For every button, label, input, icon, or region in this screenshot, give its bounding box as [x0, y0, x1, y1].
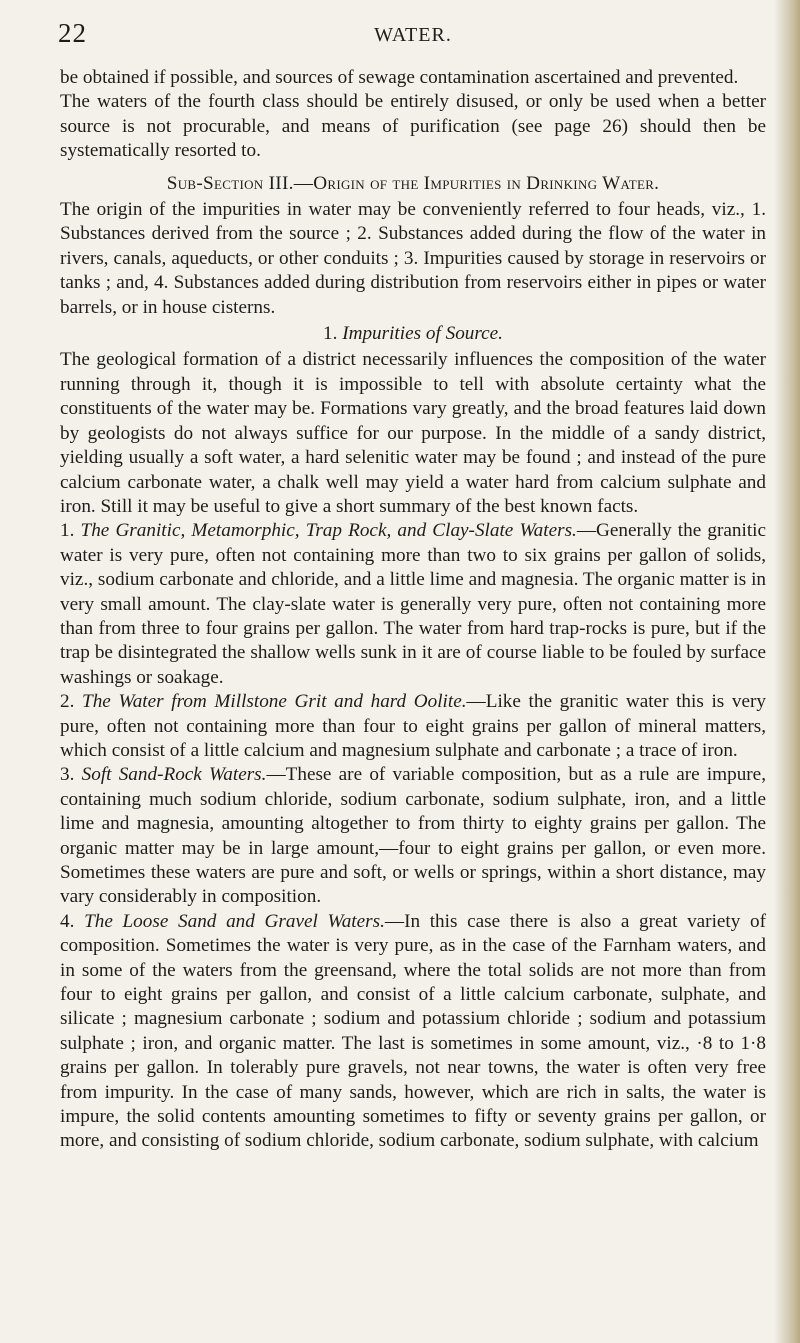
page-header	[60, 18, 766, 66]
list-item	[60, 690, 766, 763]
list-item-number: 4.	[60, 910, 75, 932]
paragraph: The origin of the impurities in water may be conveniently referred to four heads, viz., 1. Substances derived from the source ; 2. Substances added during the flow of the water in rivers, canals, aqueducts, or other conduits ; 3. Impurities caused by storage in reservoirs or tanks ; and, 4. Substances added during distribution from reservoirs either in pipes or water barrels, or in house cisterns.	[60, 199, 766, 318]
list-item-title: Soft Sand-Rock Waters.	[81, 764, 267, 786]
list-item-body: —Like the granitic water this is very pure, often not containing more than four to eight grains per gallon of mineral matters, which consist of a little calcium and magnesium sulphate and carbonate ; a trace of iron.	[60, 691, 767, 761]
list-item	[60, 519, 766, 690]
list-item	[60, 763, 766, 909]
page-edge-shadow	[774, 0, 800, 1343]
paragraph	[60, 90, 766, 163]
list-item-title: The Granitic, Metamorphic, Trap Rock, and Clay-Slate Waters.	[80, 520, 577, 542]
paragraph-text: The waters of the fourth class should be entirely disused, or only be used when a better source is not procurable, and means of purification (see page 26) should then be systematically resorted to.	[60, 91, 766, 162]
sub-heading-title: Impurities of Source.	[342, 323, 503, 345]
list-item-body: —Generally the granitic water is very pure, often not containing more than two to six grains per gallon of solids, viz., sodium carbonate and chloride, and a little lime and magnesia. The organic matter is in very small amount. The clay-slate water is generally very pure, often not containing more than from three to four grains per gallon. The water from hard trap-rocks is pure, but if the trap be disintegrated the shallow wells sunk in it are of course liable to be fouled by surface washings or soakage.	[60, 520, 766, 688]
list-item-number: 2.	[60, 691, 75, 713]
list-item-title: The Loose Sand and Gravel Waters.	[84, 910, 385, 932]
running-head: WATER.	[374, 24, 452, 46]
sub-heading-number: 1.	[323, 323, 338, 345]
list-item-body: —These are of variable composition, but as a rule are impure, containing much sodium chloride, sodium carbonate, sodium sulphate, iron, and a little lime and magnesia, amounting altogether to from thirty to eighty grains per gallon. The organic matter may be in large amount,—four to eight grains per gallon, or even more. Sometimes these waters are pure and soft, or wells or springs, within a short distance, may vary considerably in composition.	[60, 764, 766, 908]
list-item-number: 1.	[60, 520, 75, 542]
page-number: 22	[58, 18, 87, 48]
list-item-body: —In this case there is also a great variety of composition. Sometimes the water is very pure, as in the case of the Farnham waters, and in some of the waters from the greensand, where the total solids are not more than from four to eight grains per gallon, and consist of a little calcium carbonate, sulphate, and silicate ; magnesium carbonate ; sodium and potassium chloride ; sodium and potassium sulphate ; iron, and organic matter. The last is sometimes in some amount, viz., ·8 to 1·8 grains per gallon. In tolerably pure gravels, not near towns, the water is often very free from impurity. In the case of many sands, however, which are rich in salts, the water is impure, the solid contents amounting sometimes to fifty or seventy grains per gallon, or more, and consisting of sodium chloride, sodium carbonate, sodium sulphate, with calcium	[60, 910, 766, 1152]
list-item	[60, 910, 766, 1154]
section-heading: Sub-Section III.—Origin of the Impurities in Drinking Water.	[166, 172, 660, 194]
sub-heading	[60, 322, 766, 346]
list-item-number: 3.	[60, 764, 75, 786]
list-item-title: The Water from Millstone Grit and hard Oolite.	[82, 691, 467, 713]
paragraph: The geological formation of a district necessarily influences the composition of the water running through it, though it is impossible to tell with absolute certainty what the constituents of the water may be. Formations vary greatly, and the broad features laid down by geologists do not always suffice for our purpose. In the middle of a sandy district, yielding usually a soft water, a hard selenitic water may be found ; and instead of the pure calcium carbonate water, a chalk well may yield a water hard from calcium sulphate and iron. Still it may be useful to give a short summary of the best known facts.	[60, 349, 766, 517]
page-content	[60, 18, 766, 1154]
paragraph: be obtained if possible, and sources of sewage contamination ascertained and prevented.	[60, 67, 739, 88]
